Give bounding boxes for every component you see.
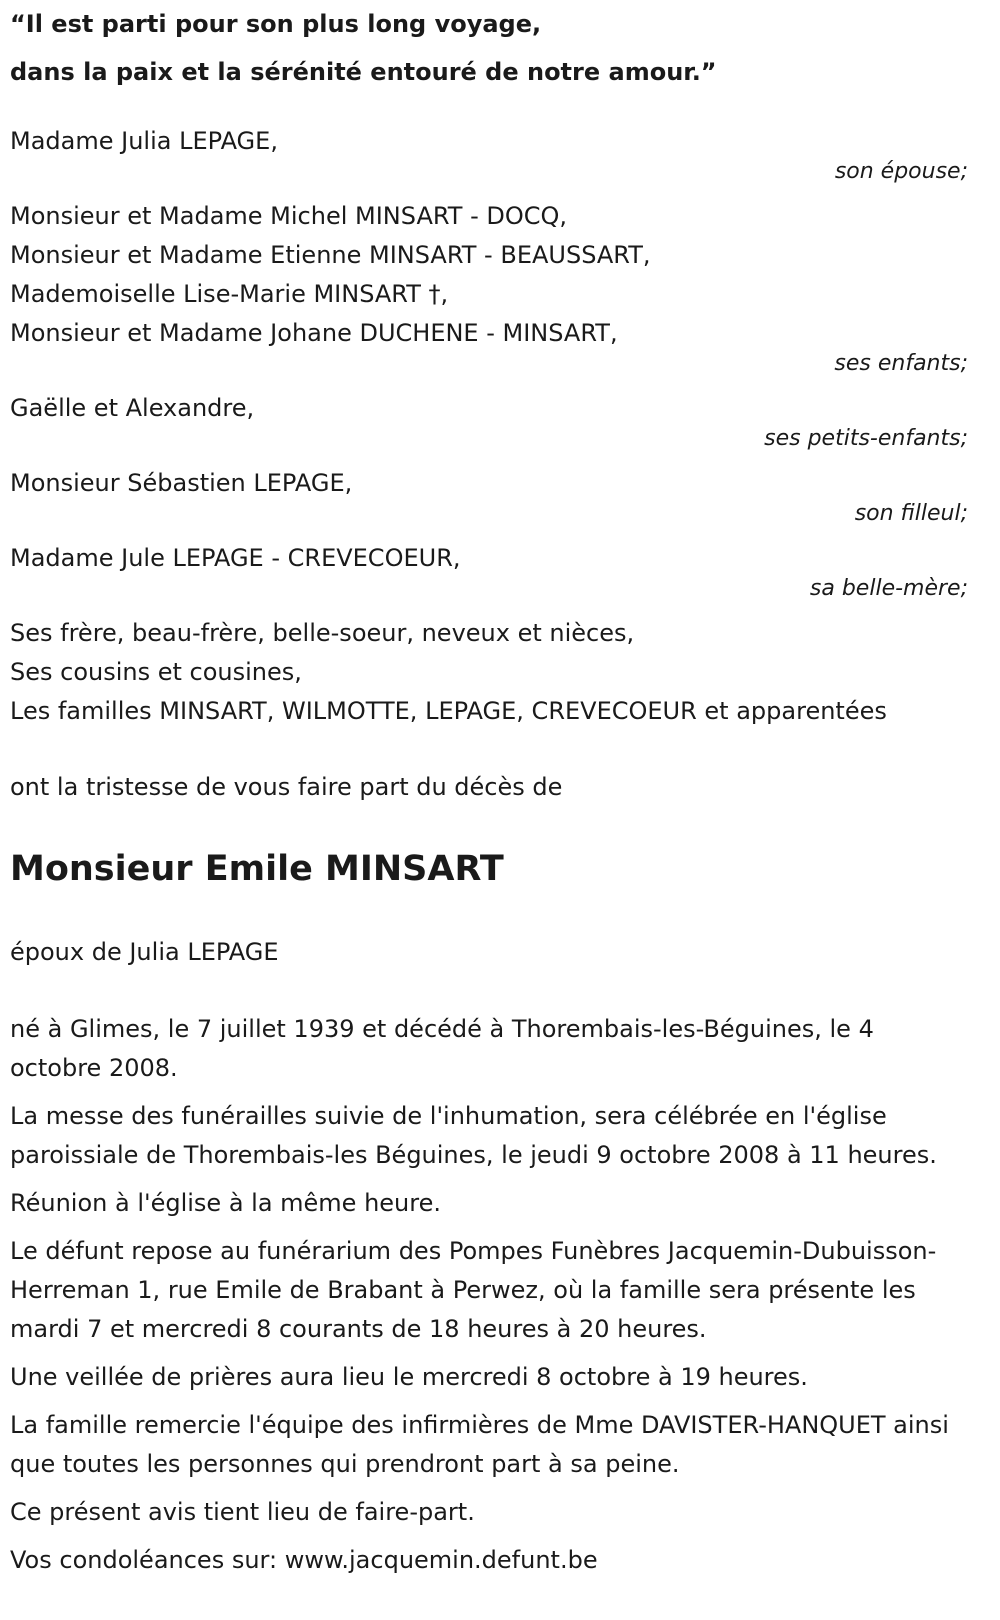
family-list (10, 122, 970, 731)
extended-family (10, 614, 970, 731)
notice-statement: Ce présent avis tient lieu de faire-part. (10, 1498, 475, 1526)
extended-family-line: Ses cousins et cousines, (10, 658, 302, 686)
cross-icon: †, (428, 280, 449, 308)
condolences-link[interactable]: Vos condoléances sur: www.jacquemin.defunt.be (10, 1546, 598, 1574)
child-entry-name: Mademoiselle Lise-Marie MINSART (10, 280, 421, 308)
funeral-mass-details: La messe des funérailles suivie de l'inhumation, sera célébrée en l'église paroissiale de Thorembais-les Béguines, le jeudi 9 octobre 2008 à 11 heures. (10, 1102, 937, 1169)
grandchildren-names: Gaëlle et Alexandre, (10, 394, 255, 422)
child-entry: Monsieur et Madame Etienne MINSART - BEAUSSART, (10, 241, 651, 269)
birth-death-details: né à Glimes, le 7 juillet 1939 et décédé à Thorembais-les-Béguines, le 4 octobre 2008. (10, 1015, 874, 1082)
church-meeting: Réunion à l'église à la même heure. (10, 1189, 441, 1217)
deceased-name: Monsieur Emile MINSART (10, 849, 504, 889)
spouse-role: son épouse; (834, 159, 968, 184)
mother-in-law-role: sa belle-mère; (809, 576, 968, 601)
spouse-name: Madame Julia LEPAGE, (10, 127, 278, 155)
child-entry: Monsieur et Madame Michel MINSART - DOCQ, (10, 202, 568, 230)
quote-line-1: “Il est parti pour son plus long voyage, (10, 10, 542, 38)
children-role: ses enfants; (834, 351, 968, 376)
prayer-vigil: Une veillée de prières aura lieu le mercredi 8 octobre à 19 heures. (10, 1363, 808, 1391)
mother-in-law-name: Madame Jule LEPAGE - CREVECOEUR, (10, 544, 461, 572)
deceased-spouse: époux de Julia LEPAGE (10, 938, 279, 966)
funerarium-details: Le défunt repose au funérarium des Pompes Funèbres Jacquemin-Dubuisson-Herreman 1, rue Emile de Brabant à Perwez, où la famille sera présente les mardi 7 et mercredi 8 courants de 18 heures à 20 heures. (10, 1237, 937, 1343)
grandchildren-role: ses petits-enfants; (764, 426, 968, 451)
quote-line-2: dans la paix et la sérénité entouré de notre amour.” (10, 58, 717, 86)
extended-family-line: Ses frère, beau-frère, belle-soeur, neveux et nièces, (10, 619, 635, 647)
announcement-text: ont la tristesse de vous faire part du décès de (10, 773, 563, 801)
child-entry (10, 275, 970, 314)
extended-family-line: Les familles MINSART, WILMOTTE, LEPAGE, CREVECOEUR et apparentées (10, 697, 887, 725)
family-thanks: La famille remercie l'équipe des infirmières de Mme DAVISTER-HANQUET ainsi que toutes les personnes qui prendront part à sa peine. (10, 1411, 949, 1478)
children-list (10, 197, 970, 353)
godson-role: son filleul; (854, 501, 968, 526)
godson-name: Monsieur Sébastien LEPAGE, (10, 469, 353, 497)
child-entry: Monsieur et Madame Johane DUCHENE - MINSART, (10, 319, 618, 347)
